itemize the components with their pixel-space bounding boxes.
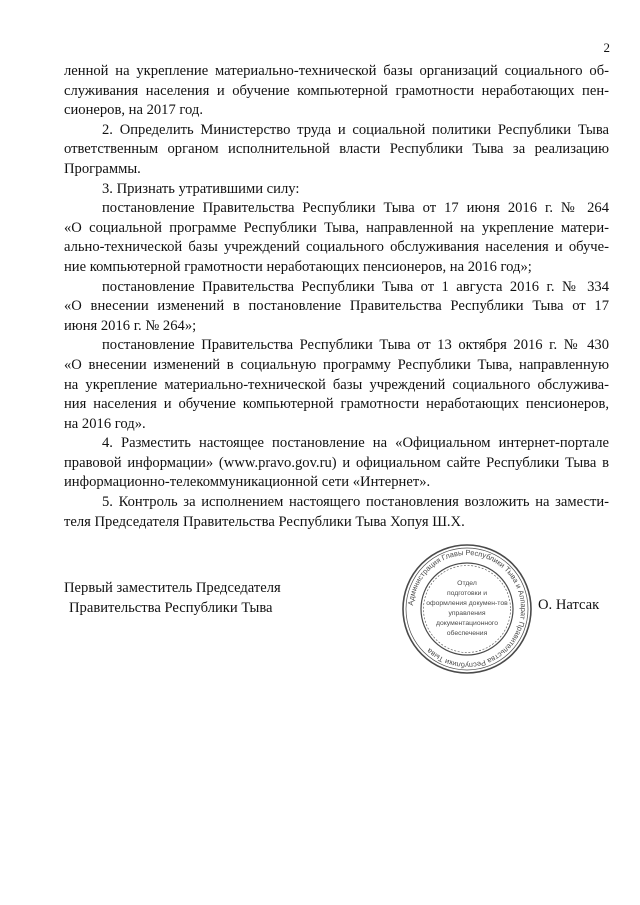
text-line: на укрепление материально-технической базы учреждений социального обслужива- (64, 376, 609, 393)
signatory-name: О. Натсак (538, 597, 600, 613)
official-seal-stamp (400, 542, 534, 676)
text-line: сионеров, на 2017 год. (64, 102, 203, 119)
text-line: ние компьютерной грамотности неработающих пенсионеров, на 2016 год»; (64, 258, 532, 275)
text-line: «О внесении изменений в постановление Правительства Республики Тыва от 17 (64, 298, 609, 315)
text-line: теля Председателя Правительства Республики Тыва Хопуя Ш.Х. (64, 513, 465, 530)
text-line: 2. Определить Министерство труда и социальной политики Республики Тыва (102, 121, 609, 138)
text-line: «О социальной программе Республики Тыва, направленной на укрепление матери- (64, 219, 609, 236)
text-line: информационно-телекоммуникационной сети «Интернет». (64, 474, 431, 491)
text-line: правовой информации» (www.pravo.gov.ru) и официальном сайте Республики Тыва в (64, 454, 609, 471)
document-body (64, 62, 609, 532)
text-line: июня 2016 г. № 264»; (64, 317, 197, 334)
seal-ring-text: Администрация Главы Республики Тыва и Аппарат Правительства Республики Тыва (406, 547, 529, 671)
signatory-title-line: Правительства Республики Тыва (69, 600, 273, 616)
signatory-title-line: Первый заместитель Председателя (64, 580, 281, 596)
text-line: ответственным органом исполнительной власти Республики Тыва за реализацию (64, 141, 609, 158)
paragraph-repeal-430 (64, 336, 609, 434)
text-line: ния населения и обучение компьютерной грамотности неработающих пенсионеров, (64, 396, 609, 413)
text-line: постановление Правительства Республики Тыва от 13 октября 2016 г. № 430 (102, 337, 609, 354)
text-line: 3. Признать утратившими силу: (102, 180, 300, 197)
text-line: 5. Контроль за исполнением настоящего постановления возложить на замести- (102, 494, 609, 511)
text-line: Программы. (64, 160, 141, 177)
paragraph (64, 62, 609, 121)
seal-center-line: Отдел (457, 580, 477, 587)
paragraph-repeal-334 (64, 278, 609, 337)
seal-center-line: обеспечения (446, 630, 488, 637)
signatory-title (64, 578, 281, 618)
text-line: постановление Правительства Республики Тыва от 17 июня 2016 г. № 264 (102, 200, 609, 217)
text-line: ленной на укрепление материально-технической базы организаций социального об- (64, 63, 609, 79)
text-line: «О внесении изменений в социальную программу Республики Тыва, направленную (64, 356, 609, 373)
paragraph-item-5 (64, 493, 609, 532)
text-line: ально-технической базы учреждений социального обслуживания населения и обуче- (64, 239, 609, 256)
text-line: на 2016 год». (64, 415, 146, 432)
text-line: 4. Разместить настоящее постановление на «Официальном интернет-портале (102, 435, 609, 452)
paragraph-item-4 (64, 434, 609, 493)
seal-center-line: подготовки и (446, 590, 488, 597)
seal-center-line: управления (448, 610, 486, 617)
paragraph-repeal-264 (64, 199, 609, 277)
seal-center-line: документационного (435, 620, 499, 627)
seal-center-line: оформления докумен-тов (426, 600, 508, 607)
text-line: постановление Правительства Республики Тыва от 1 августа 2016 г. № 334 (102, 278, 609, 295)
paragraph-item-2 (64, 121, 609, 180)
paragraph-item-3 (64, 180, 609, 200)
text-line: служивания населения и обучение компьютерной грамотности неработающих пен- (64, 82, 609, 99)
page-number: 2 (603, 40, 610, 55)
